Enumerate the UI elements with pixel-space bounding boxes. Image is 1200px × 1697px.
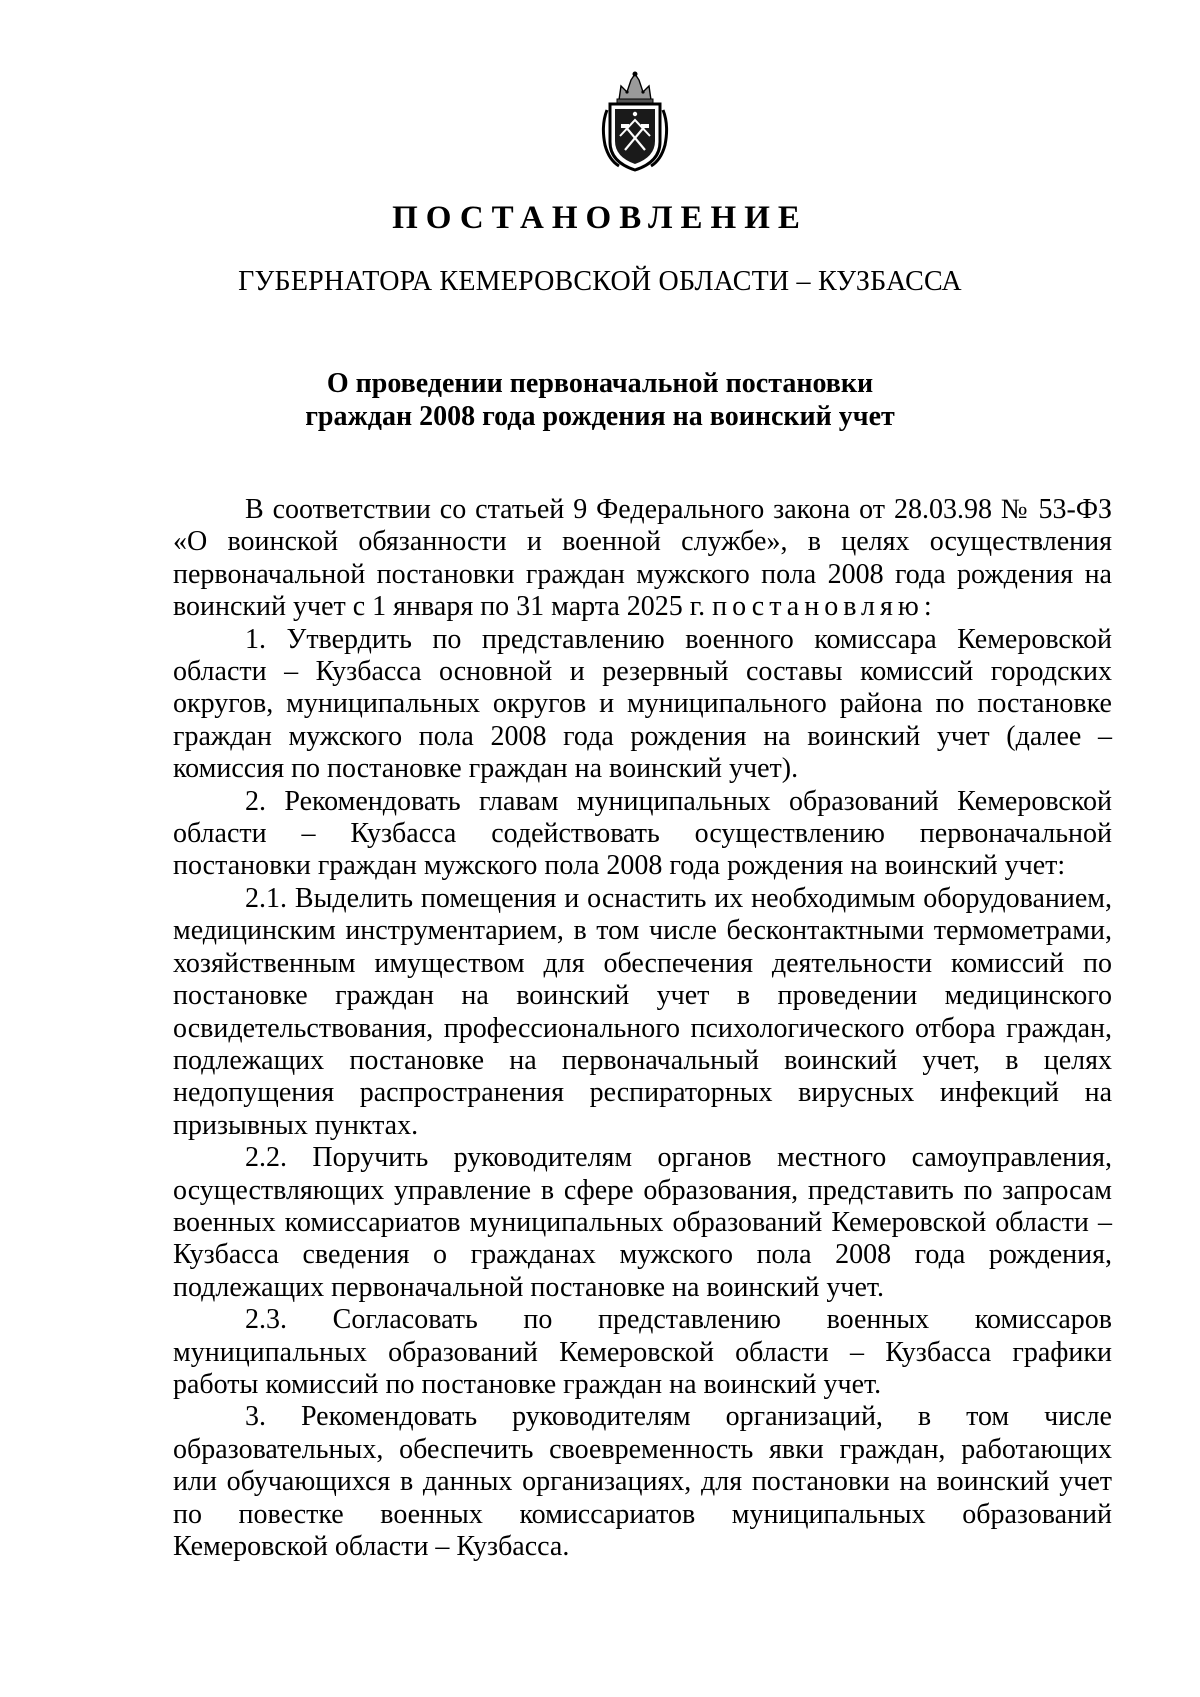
item-2-3-paragraph: 2.3. Согласовать по представлению военных комиссаров муниципальных образований Кемеровской области – Кузбасса графики работы комиссий по постановке граждан на воинский учет.: [173, 1304, 1112, 1400]
document-body: [173, 494, 1112, 1563]
item-2-1-paragraph: 2.1. Выделить помещения и оснастить их необходимым оборудованием, медицинским инструментарием, в том числе бесконтактными термометрами, хозяйственным имуществом для обеспечения деятельности комиссий по постановке граждан на воинский учет в проведении медицинского освидетельствования, профессионального психологического отбора граждан, подлежащих постановке на первоначальный воинский учет, в целях недопущения распространения респираторных вирусных инфекций на призывных пунктах.: [173, 882, 1112, 1141]
item-2-2-paragraph: 2.2. Поручить руководителям органов местного самоуправления, осуществляющих управление в сфере образования, представить по запросам военных комиссариатов муниципальных образований Кемеровской области – Кузбасса сведения о гражданах мужского пола 2008 года рождения, подлежащих первоначальной постановке на воинский учет.: [173, 1142, 1112, 1303]
document-subject: [0, 367, 1200, 433]
kuzbass-coat-of-arms-icon: [597, 70, 673, 174]
item-2-paragraph: 2. Рекомендовать главам муниципальных образований Кемеровской области – Кузбасса содействовать осуществлению первоначальной постановки граждан мужского пола 2008 года рождения на воинский учет:: [173, 785, 1112, 882]
subject-line-2: граждан 2008 года рождения на воинский учет: [305, 401, 895, 432]
item-3-paragraph: 3. Рекомендовать руководителям организаций, в том числе образовательных, обеспечить своевременность явки граждан, работающих или обучающихся в данных организациях, для постановки на воинский учет по повестке военных комиссариатов муниципальных образований Кемеровской области – Кузбасса.: [173, 1401, 1112, 1562]
subject-line-1: О проведении первоначальной постановки: [326, 368, 874, 399]
preamble-paragraph: [173, 494, 1112, 624]
document-type-heading: ПОСТАНОВЛЕНИЕ: [392, 200, 808, 236]
item-1-paragraph: 1. Утвердить по представлению военного комиссара Кемеровской области – Кузбасса основной и резервный составы комиссий городских округов, муниципальных округов и муниципального района по постановке граждан мужского пола 2008 года рождения на воинский учет (далее – комиссия по постановке граждан на воинский учет).: [173, 623, 1112, 785]
decree-word: постановляю:: [712, 591, 937, 623]
issuer-line: ГУБЕРНАТОРА КЕМЕРОВСКОЙ ОБЛАСТИ – КУЗБАССА: [238, 266, 962, 297]
preamble-text: В соответствии со статьей 9 Федерального закона от 28.03.98 № 53-ФЗ «О воинской обязанности и военной службе», в целях осуществления первоначальной постановки граждан мужского пола 2008 года рождения на воинский учет с 1 января по 31 марта 2025 г.: [173, 494, 1112, 623]
